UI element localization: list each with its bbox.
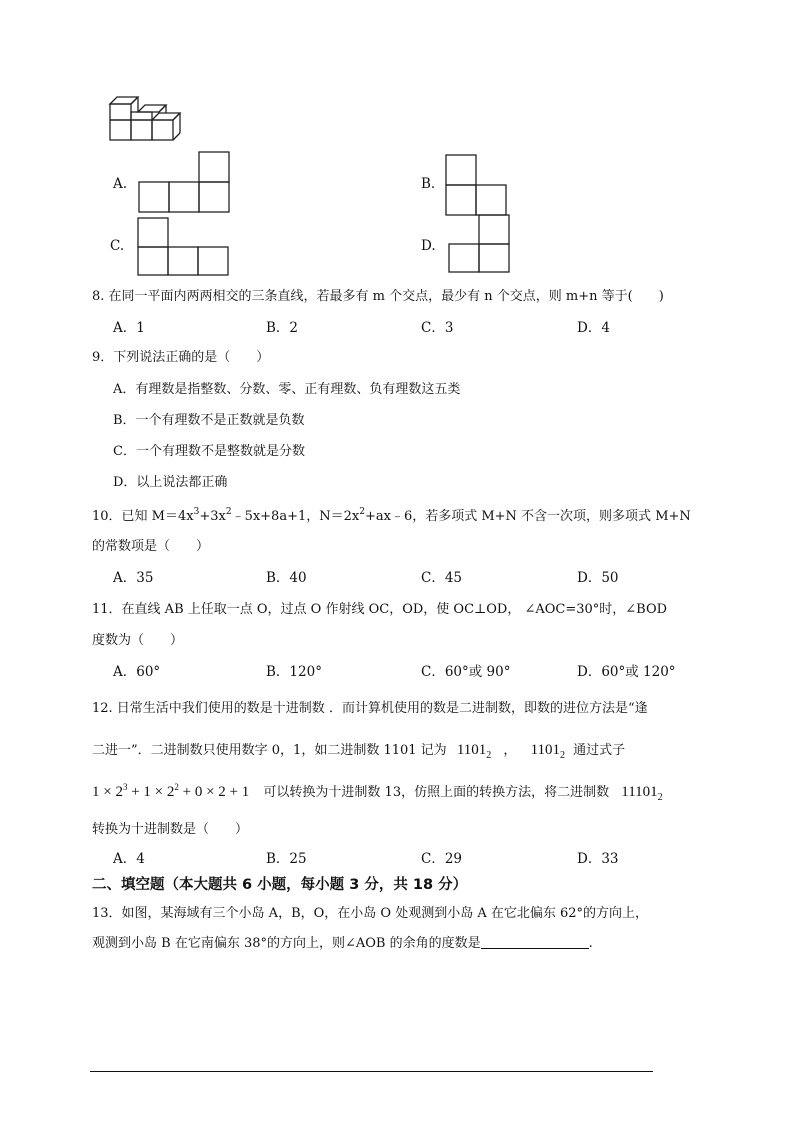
q11-option-c: C．60°或 90°	[421, 664, 511, 680]
q12-line2: 二进一”．二进制数只使用数字 0，1，如二进制数 1101 记为 $1101_2$ ， $1101_2$ 通过式子	[92, 742, 626, 761]
q8-option-d: D．4	[577, 320, 610, 336]
q11-line1: 11．在直线 AB 上任取一点 O，过点 O 作射线 OC，OD，使 OC⊥OD， ∠AOC=30°时，∠BOD	[92, 602, 668, 617]
q7-option-b-label: B.	[421, 176, 436, 192]
q12-option-a: A．4	[113, 851, 145, 867]
q11-option-b: B．120°	[266, 664, 322, 680]
q10-line1: 10．已知 $M=4x^3+3x^2﹣5x+8a+1$，$N=2x^2+ax﹣6$，若多项式 M+N 不含一次项，则多项式 M+N	[92, 507, 691, 524]
q10-option-b: B．40	[266, 570, 307, 586]
q10-option-a: A．35	[113, 570, 154, 586]
q7-option-d-label: D.	[421, 238, 436, 254]
q12-formula: $1 \times 2^3 + 1 \times 2^2 + 0 \times 2 + 1$	[92, 782, 250, 800]
q12-line3: $1 \times 2^3 + 1 \times 2^2 + 0 \times 2 + 1$ 可以转换为十进制数 13，仿照上面的转换方法，将二进制数 $11101_2$	[92, 782, 663, 803]
q13-line1: 13．如图，某海域有三个小岛 A，B，O，在小岛 O 处观测到小岛 A 在它北偏东 62°的方向上，	[92, 906, 649, 921]
q8-option-c: C．3	[421, 320, 454, 336]
q11-line2: 度数为（ ）	[92, 633, 184, 648]
q8-stem: 8. 在同一平面内两两相交的三条直线，若最多有 m 个交点，最少有 n 个交点，则 m+n 等于( )	[92, 289, 664, 304]
q9-option-c: C．一个有理数不是整数就是分数	[113, 444, 305, 459]
q12-line1: 12. 日常生活中我们使用的数是十进制数 ．而计算机使用的数是二进制数，即数的进位方法是“逢	[92, 701, 648, 716]
q13-line2: 观测到小岛 B 在它南偏东 38°的方向上，则∠AOB 的余角的度数是 .	[92, 936, 593, 951]
q10-option-d: D．50	[577, 570, 619, 586]
q12-option-c: C．29	[421, 851, 463, 867]
q9-option-b: B．一个有理数不是正数就是负数	[113, 413, 305, 428]
q11-option-d: D．60°或 120°	[577, 664, 676, 680]
q8-option-b: B．2	[266, 320, 299, 336]
option-a-figure	[139, 152, 229, 212]
q9-option-a: A．有理数是指整数、分数、零、正有理数、负有理数这五类	[113, 382, 461, 397]
q9-option-d: D．以上说法都正确	[113, 475, 228, 490]
q12-option-d: D．33	[577, 851, 619, 867]
option-d-figure	[449, 215, 509, 272]
q9-stem: 9．下列说法正确的是（ ）	[92, 350, 270, 365]
answer-blank[interactable]	[481, 936, 589, 949]
q10-line2: 的常数项是（ ）	[92, 539, 210, 554]
q7-option-c-label: C.	[110, 238, 125, 254]
q7-option-a-label: A.	[113, 176, 128, 192]
option-c-figure	[138, 218, 228, 275]
q12-line4: 转换为十进制数是（ ）	[92, 822, 249, 837]
section-heading: 二、填空题（本大题共 6 小题，每小题 3 分，共 18 分）	[92, 877, 468, 893]
q10-option-c: C．45	[421, 570, 463, 586]
q8-option-a: A．1	[113, 320, 145, 336]
divider-line	[90, 1071, 653, 1072]
option-b-figure	[446, 155, 506, 215]
q11-option-a: A．60°	[113, 664, 161, 680]
q12-option-b: B．25	[266, 851, 307, 867]
